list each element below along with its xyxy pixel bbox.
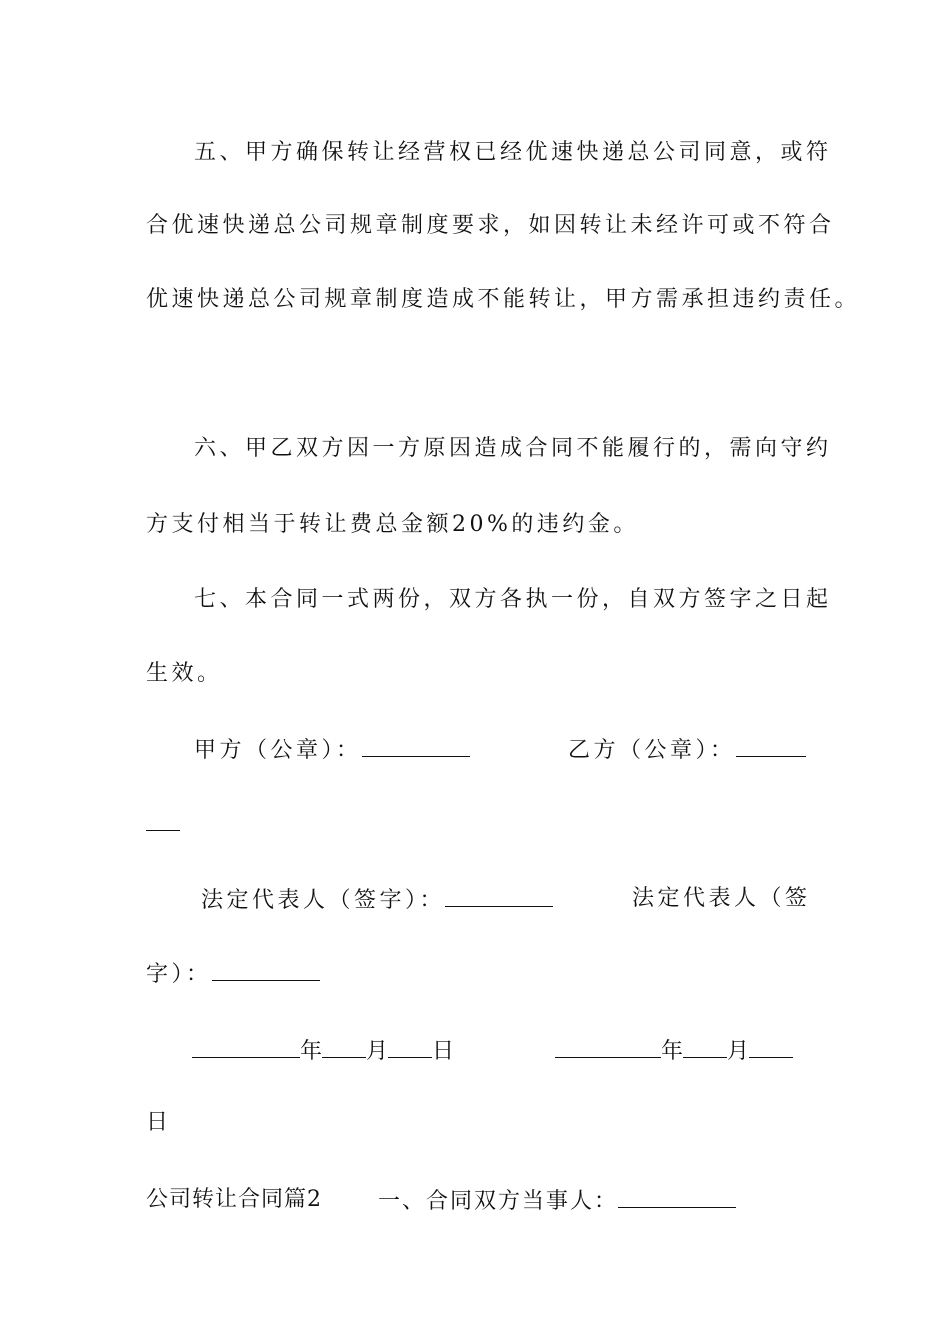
section-2-title: 公司转让合同篇2 xyxy=(146,1187,322,1212)
party-b-seal-blank xyxy=(736,734,806,757)
party-a-seal-blank xyxy=(362,734,470,757)
clause-5-line-1: 五、甲方确保转让经营权已经优速快递总公司同意，或符 xyxy=(194,140,832,165)
clause-5-line-3: 优速快递总公司规章制度造成不能转让，甲方需承担违约责任。 xyxy=(146,287,861,312)
date-a-year-blank xyxy=(192,1035,300,1058)
clause-7-line-2: 生效。 xyxy=(146,661,223,686)
section-2-item-1-label: 一、合同双方当事人： xyxy=(378,1189,619,1214)
date-b-row xyxy=(555,1035,793,1067)
section-2-item-1-row xyxy=(378,1185,736,1217)
legal-rep-b-row xyxy=(146,958,320,990)
date-a-row xyxy=(192,1035,454,1067)
legal-rep-b-label-2: 字）： xyxy=(146,962,212,987)
date-b-month-label: 月 xyxy=(727,1039,750,1064)
party-b-seal-row xyxy=(568,734,806,766)
party-b-seal-label: 乙方（公章）： xyxy=(568,738,736,763)
party-b-seal-blank-cont xyxy=(146,808,180,840)
date-b-year-label: 年 xyxy=(661,1039,684,1064)
legal-rep-b-label-1: 法定代表人（签 xyxy=(632,886,811,911)
section-2-item-1-blank xyxy=(618,1185,736,1208)
date-a-month-blank xyxy=(322,1035,366,1058)
clause-7-line-1: 七、本合同一式两份，双方各执一份，自双方签字之日起 xyxy=(194,587,832,612)
date-a-day-blank xyxy=(388,1035,432,1058)
legal-rep-a-row xyxy=(201,884,553,916)
date-b-day-label: 日 xyxy=(146,1110,172,1135)
party-a-seal-label: 甲方（公章）： xyxy=(194,738,362,763)
clause-6-line-1: 六、甲乙双方因一方原因造成合同不能履行的，需向守约 xyxy=(194,436,832,461)
date-b-day-blank xyxy=(749,1035,793,1058)
date-b-month-blank xyxy=(683,1035,727,1058)
clause-5-line-2: 合优速快递总公司规章制度要求，如因转让未经许可或不符合 xyxy=(146,213,835,238)
date-b-year-blank xyxy=(555,1035,661,1058)
legal-rep-a-label: 法定代表人（签字）： xyxy=(201,888,446,913)
party-b-seal-blank-tail xyxy=(146,808,180,831)
clause-6-line-2: 方支付相当于转让费总金额20%的违约金。 xyxy=(146,512,639,537)
party-a-seal-row xyxy=(194,734,470,766)
legal-rep-b-blank xyxy=(212,958,320,981)
date-a-day-label: 日 xyxy=(432,1039,455,1064)
date-a-year-label: 年 xyxy=(300,1039,323,1064)
legal-rep-a-blank xyxy=(445,884,553,907)
date-a-month-label: 月 xyxy=(366,1039,389,1064)
